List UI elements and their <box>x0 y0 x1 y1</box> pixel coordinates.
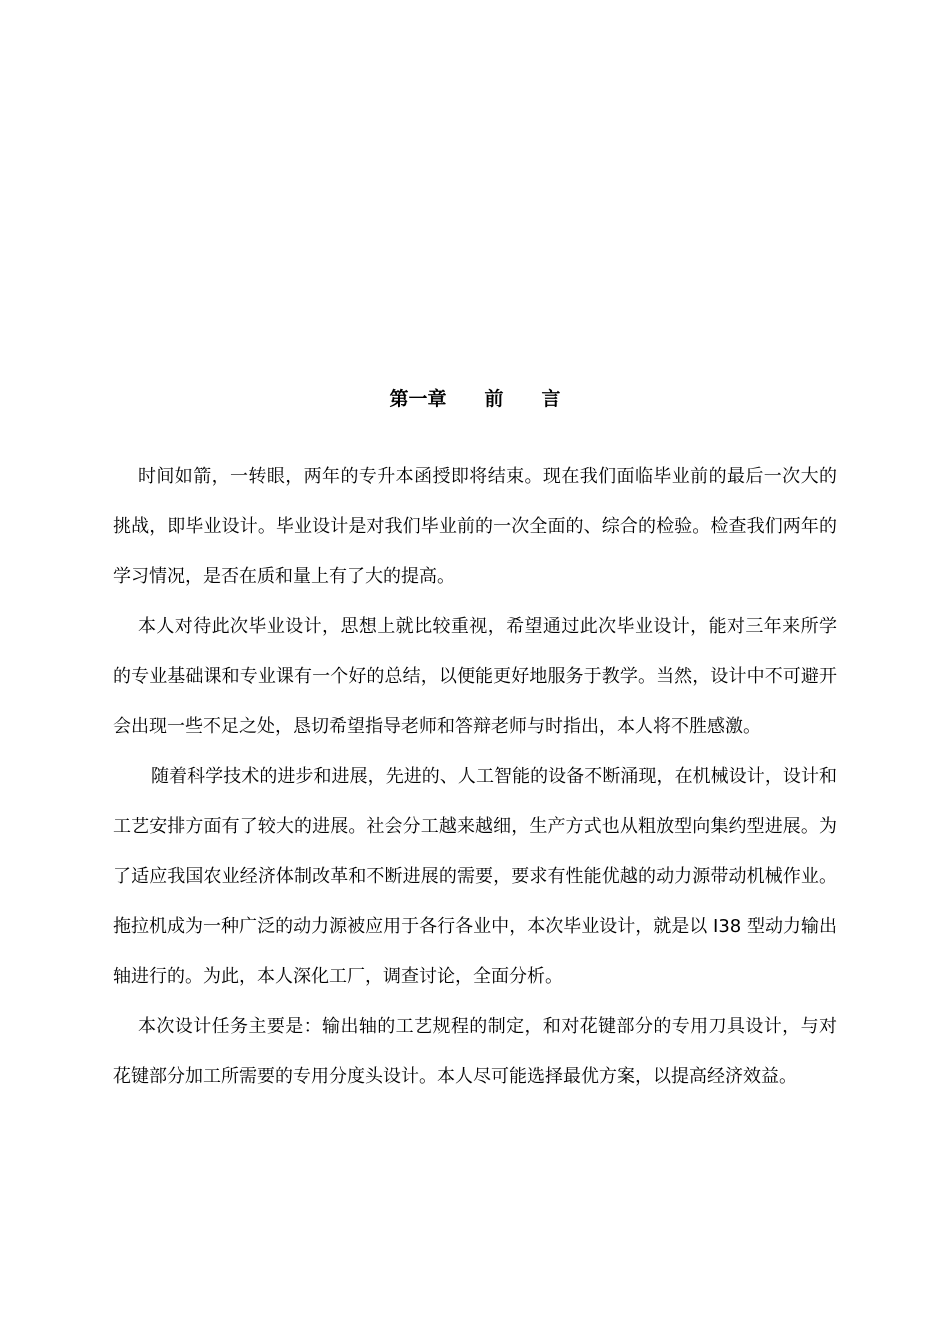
chapter-title: 第一章 前 言 <box>389 388 561 410</box>
paragraph-4: 本次设计任务主要是：输出轴的工艺规程的制定，和对花键部分的专用刀具设计，与对花键部分加工所需要的专用分度头设计。本人尽可能选择最优方案，以提高经济效益。 <box>113 1016 837 1087</box>
paragraph-2: 本人对待此次毕业设计，思想上就比较重视，希望通过此次毕业设计，能对三年来所学的专业基础课和专业课有一个好的总结，以便能更好地服务于教学。当然，设计中不可避开会出现一些不足之处，恳切希望指导老师和答辩老师与时指出，本人将不胜感激。 <box>113 616 837 737</box>
paragraph-3: 随着科学技术的进步和进展，先进的、人工智能的设备不断涌现，在机械设计，设计和工艺安排方面有了较大的进展。社会分工越来越细，生产方式也从粗放型向集约型进展。为了适应我国农业经济体制改革和不断进展的需要，要求有性能优越的动力源带动机械作业。拖拉机成为一种广泛的动力源被应用于各行各业中，本次毕业设计，就是以 I38 型动力输出轴进行的。为此，本人深化工厂，调查讨论，全面分析。 <box>113 766 837 987</box>
body-text <box>113 452 837 1102</box>
paragraph-1: 时间如箭，一转眼，两年的专升本函授即将结束。现在我们面临毕业前的最后一次大的挑战，即毕业设计。毕业设计是对我们毕业前的一次全面的、综合的检验。检查我们两年的学习情况，是否在质和量上有了大的提高。 <box>113 466 837 587</box>
